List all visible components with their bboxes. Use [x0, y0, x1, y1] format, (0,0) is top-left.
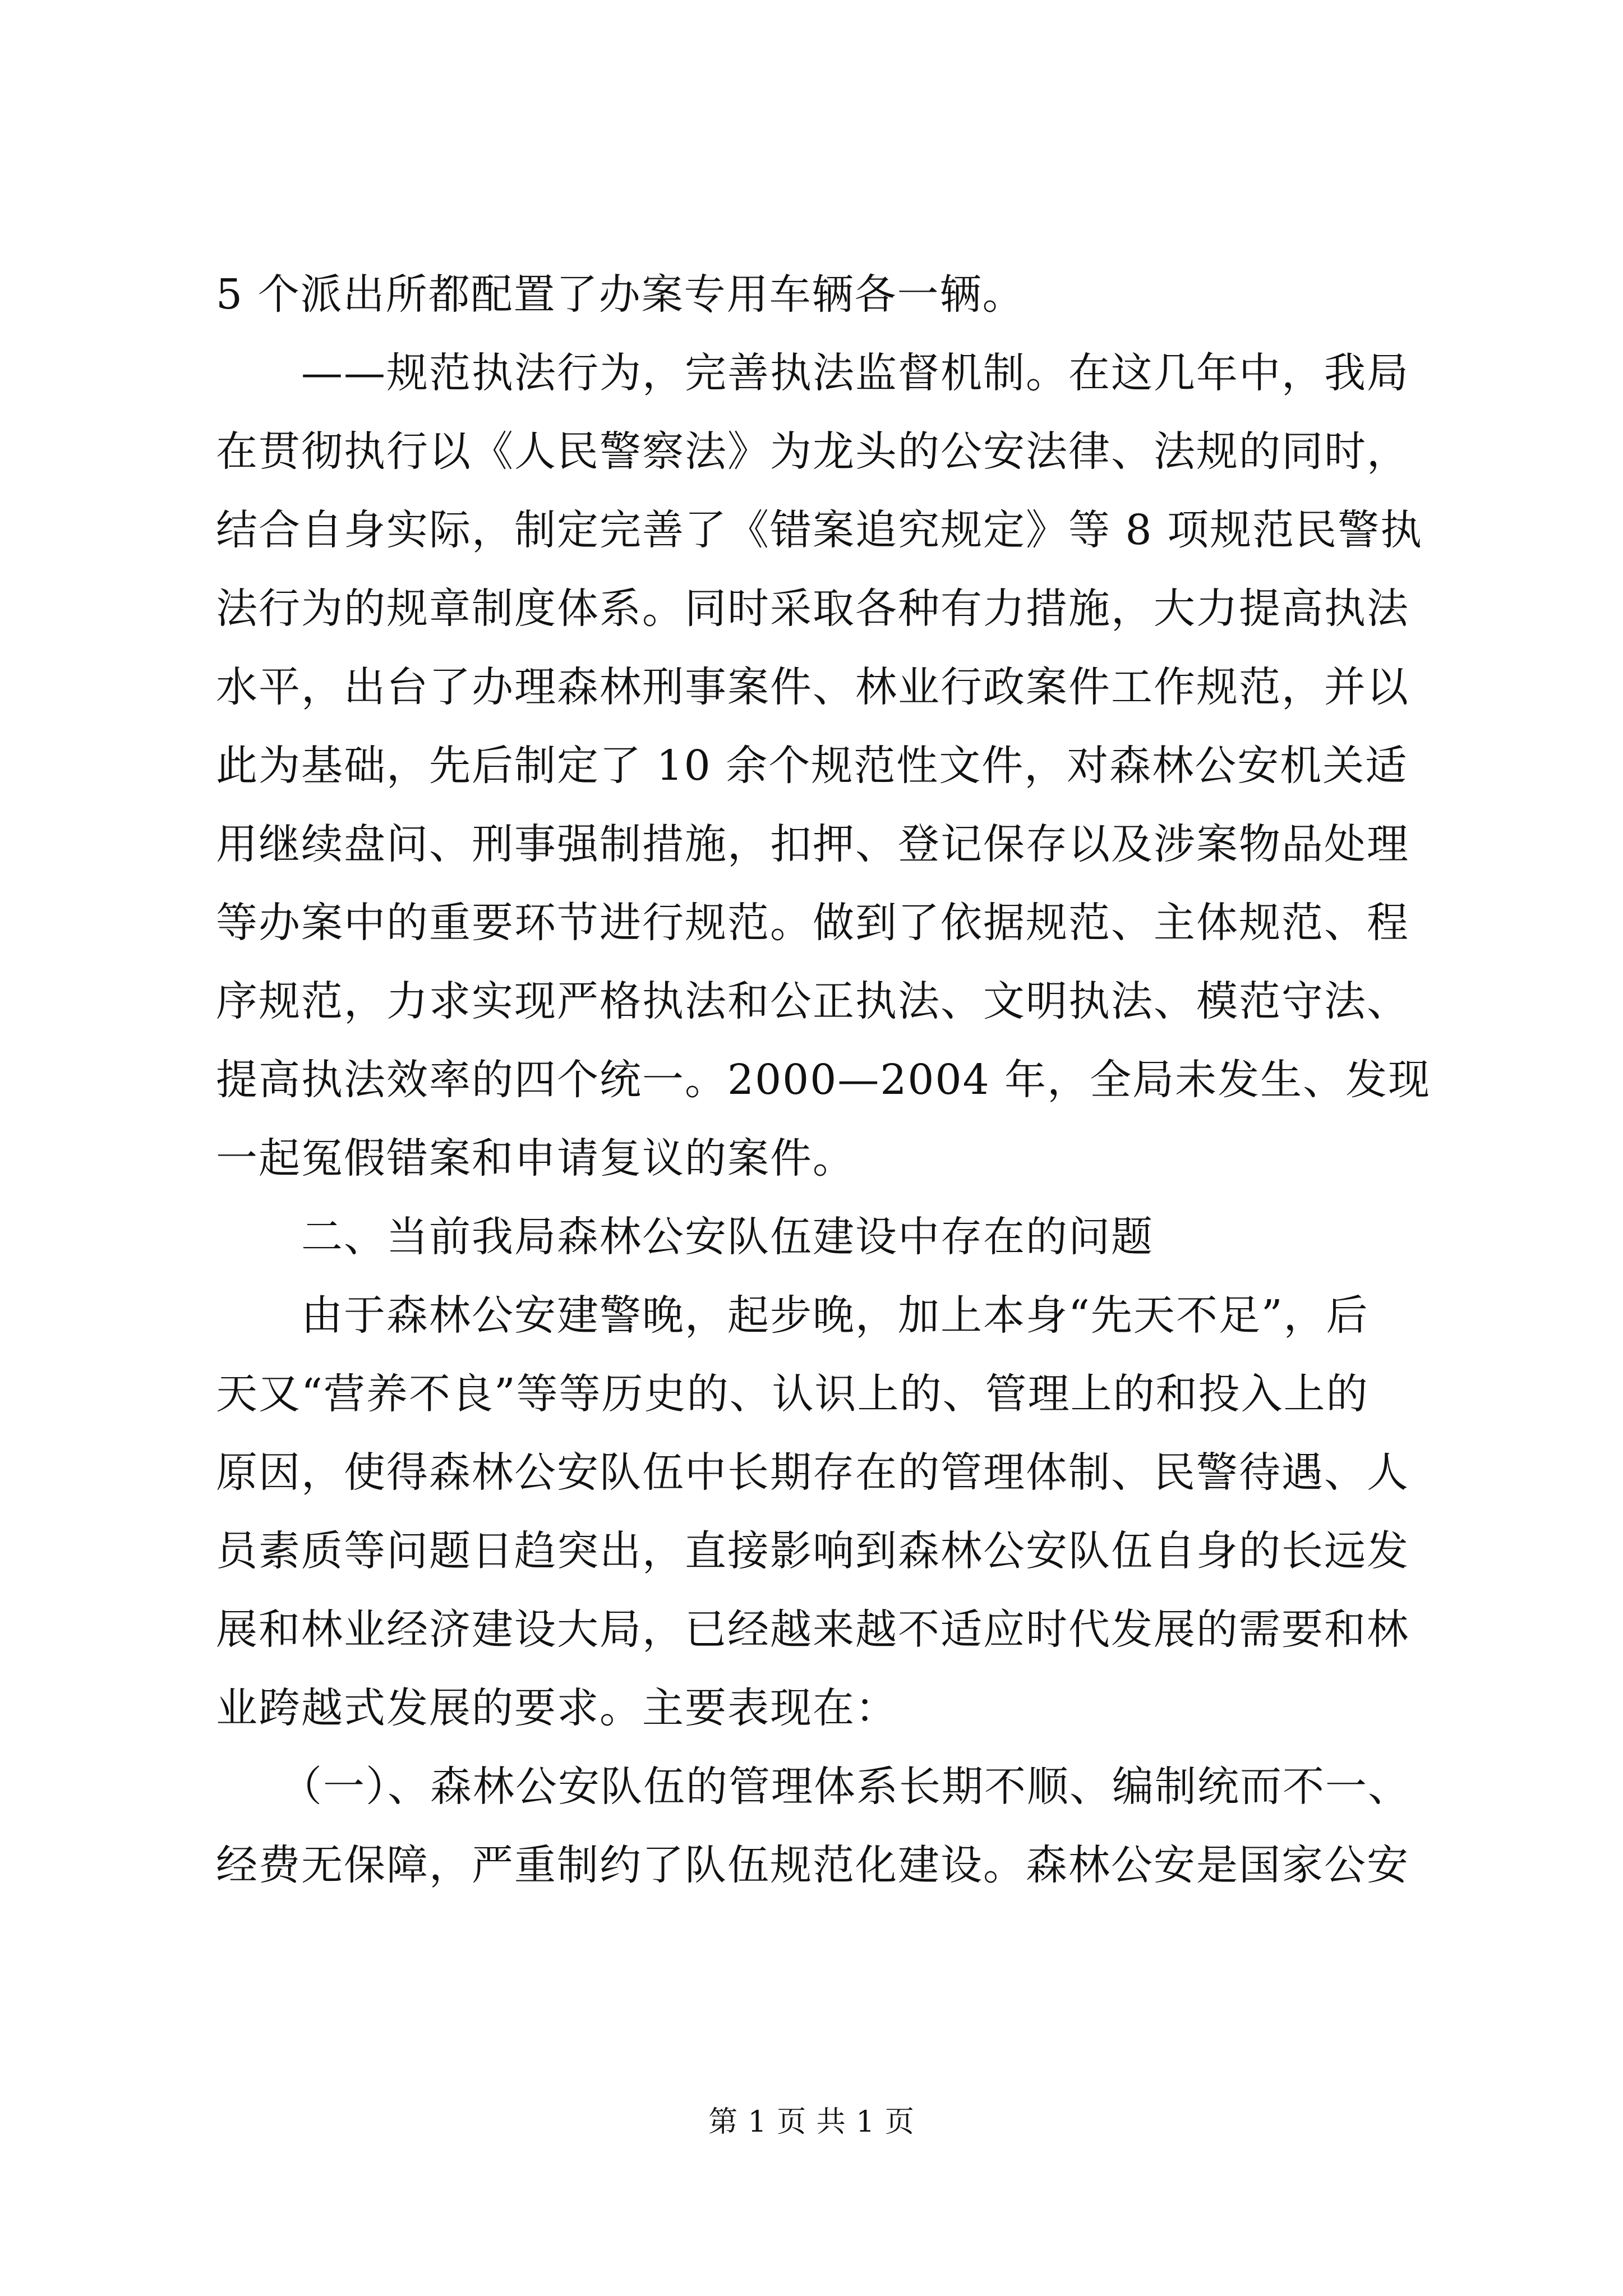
text-line: 一起冤假错案和申请复议的案件。	[216, 1134, 855, 1182]
text-line: 员素质等问题日趋突出，直接影响到森林公安队伍自身的长远发	[216, 1527, 1409, 1575]
text-line: 此为基础，先后制定了 10 余个规范性文件，对森林公安机关适	[216, 742, 1408, 790]
text-line: 由于森林公安建警晚，起步晚，加上本身“先天不足”，后	[216, 1291, 1369, 1340]
text-line: 结合自身实际，制定完善了《错案追究规定》等 8 项规范民警执	[216, 506, 1423, 554]
text-line: 经费无保障，严重制约了队伍规范化建设。森林公安是国家公安	[216, 1841, 1409, 1889]
text-line: 水平，出台了办理森林刑事案件、林业行政案件工作规范，并以	[216, 663, 1409, 711]
page-footer: 第 1 页 共 1 页	[708, 2105, 915, 2139]
section-heading: 二、当前我局森林公安队伍建设中存在的问题	[216, 1213, 1154, 1261]
text-line: 业跨越式发展的要求。主要表现在：	[216, 1684, 898, 1732]
text-line: 天又“营养不良”等等历史的、认识上的、管理上的和投入上的	[216, 1370, 1369, 1418]
text-line: 在贯彻执行以《人民警察法》为龙头的公安法律、法规的同时，	[216, 427, 1409, 476]
text-line: ——规范执法行为，完善执法监督机制。在这几年中，我局	[216, 349, 1409, 397]
document-body	[216, 255, 1431, 1904]
text-line: 展和林业经济建设大局，已经越来越不适应时代发展的需要和林	[216, 1605, 1409, 1654]
text-line: 提高执法效率的四个统一。2000—2004 年，全局未发生、发现	[216, 1056, 1431, 1104]
text-line: 等办案中的重要环节进行规范。做到了依据规范、主体规范、程	[216, 899, 1409, 947]
text-line: 法行为的规章制度体系。同时采取各种有力措施，大力提高执法	[216, 585, 1409, 633]
text-line: 用继续盘问、刑事强制措施，扣押、登记保存以及涉案物品处理	[216, 820, 1409, 868]
subsection-heading: （一）、森林公安队伍的管理体系长期不顺、编制统而不一、	[216, 1763, 1410, 1811]
text-line: 序规范，力求实现严格执法和公正执法、文明执法、模范守法、	[216, 977, 1409, 1025]
text-line: 5 个派出所都配置了办案专用车辆各一辆。	[216, 270, 1025, 319]
text-line: 原因，使得森林公安队伍中长期存在的管理体制、民警待遇、人	[216, 1448, 1409, 1497]
